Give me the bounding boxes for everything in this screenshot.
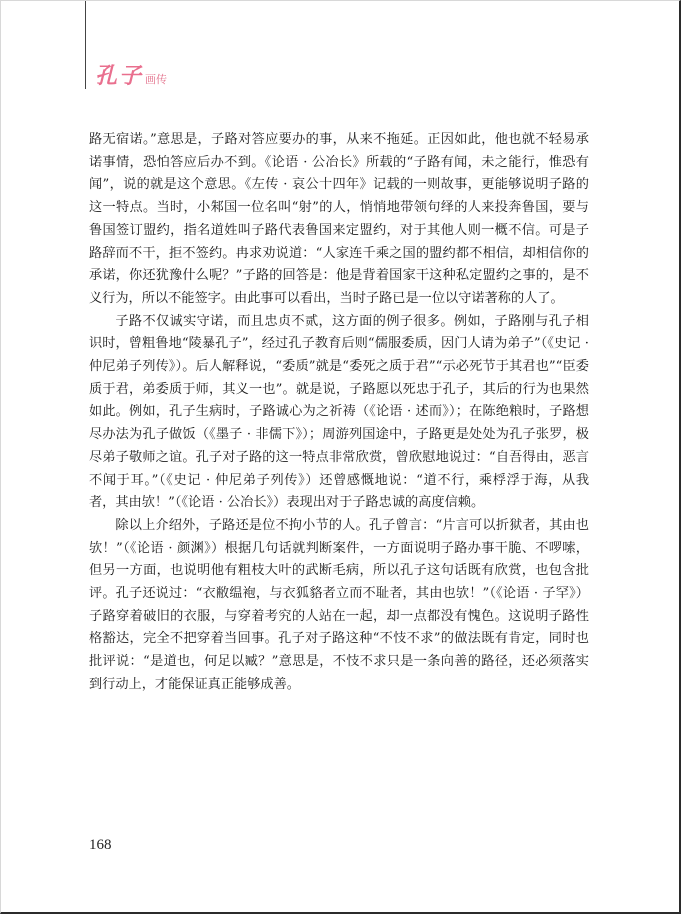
header-title-main: 孔子 [95,63,144,89]
paragraph: 除以上介绍外，子路还是位不拘小节的人。孔子曾言：“片言可以折狱者，其由也欤！”（《论语 · 颜渊》）根据几句话就判断案件，一方面说明子路办事干脆、不啰嗦，但另一方面，也说明他有粗枝大叶的武断毛病，所以孔子这句话既有欣赏，也包含批评。孔子还说过：“衣敝缊袍，与衣狐貉者立而不耻者，其由也欤！”（《论语 · 子罕》）子路穿着破旧的衣服，与穿着考究的人站在一起，却一点都没有愧色。这说明子路性格豁达，完全不把穿着当回事。孔子对子路这种“不忮不求”的做法既有肯定，同时也批评说：“是道也，何足以臧？”意思是，不忮不求只是一条向善的路径，还必须落实到行动上，才能保证真正能够成善。 [89,517,589,692]
running-header [95,59,167,89]
page-number: 168 [89,837,112,853]
header-rule [85,1,86,89]
paragraph-continued: 路无宿诺。”意思是，子路对答应要办的事，从来不拖延。正因如此，他也就不轻易承诺事情，恐怕答应后办不到。《论语 · 公冶长》所载的“子路有闻，未之能行，惟恐有闻”，说的就是这个意思。《左传 · 哀公十四年》记载的一则故事，更能够说明子路的这一特点。当时，小邾国一位名叫“射”的人，悄悄地带领句绎的人来投奔鲁国，要与鲁国签订盟约，指名道姓叫子路代表鲁国来定盟约，对于其他人则一概不信。可是子路辞而不干，拒不签约。冉求劝说道：“人家连千乘之国的盟约都不相信，却相信你的承诺，你还犹豫什么呢？”子路的回答是：他是背着国家干这种私定盟约之事的，是不义行为，所以不能签字。由此事可以看出，当时子路已是一位以守诺著称的人了。 [89,132,589,306]
header-title-sub: 画传 [145,73,168,86]
body-text [89,129,589,697]
paragraph: 子路不仅诚实守诺，而且忠贞不贰，这方面的例子很多。例如，子路刚与孔子相识时，曾粗鲁地“陵暴孔子”，经过孔子教育后则“儒服委质，因门人请为弟子”（《史记 · 仲尼弟子列传》）。后人解释说，“委质”就是“委死之质于君”“示必死节于其君也”“臣委质于君，弟委质于师，其义一也”。就是说，子路愿以死忠于孔子，其后的行为也果然如此。例如，孔子生病时，子路诚心为之祈祷（《论语 · 述而》）；在陈绝粮时，子路想尽办法为孔子做饭（《墨子 · 非儒下》）；周游列国途中，子路更是处处为孔子张罗，极尽弟子敬师之谊。孔子对子路的这一特点非常欣赏，曾欣慰地说过：“自吾得由，恶言不闻于耳。”（《史记 · 仲尼弟子列传》）还曾感慨地说：“道不行，乘桴浮于海，从我者，其由欤！”（《论语 · 公冶长》）表现出对于子路忠诚的高度信赖。 [89,313,589,511]
